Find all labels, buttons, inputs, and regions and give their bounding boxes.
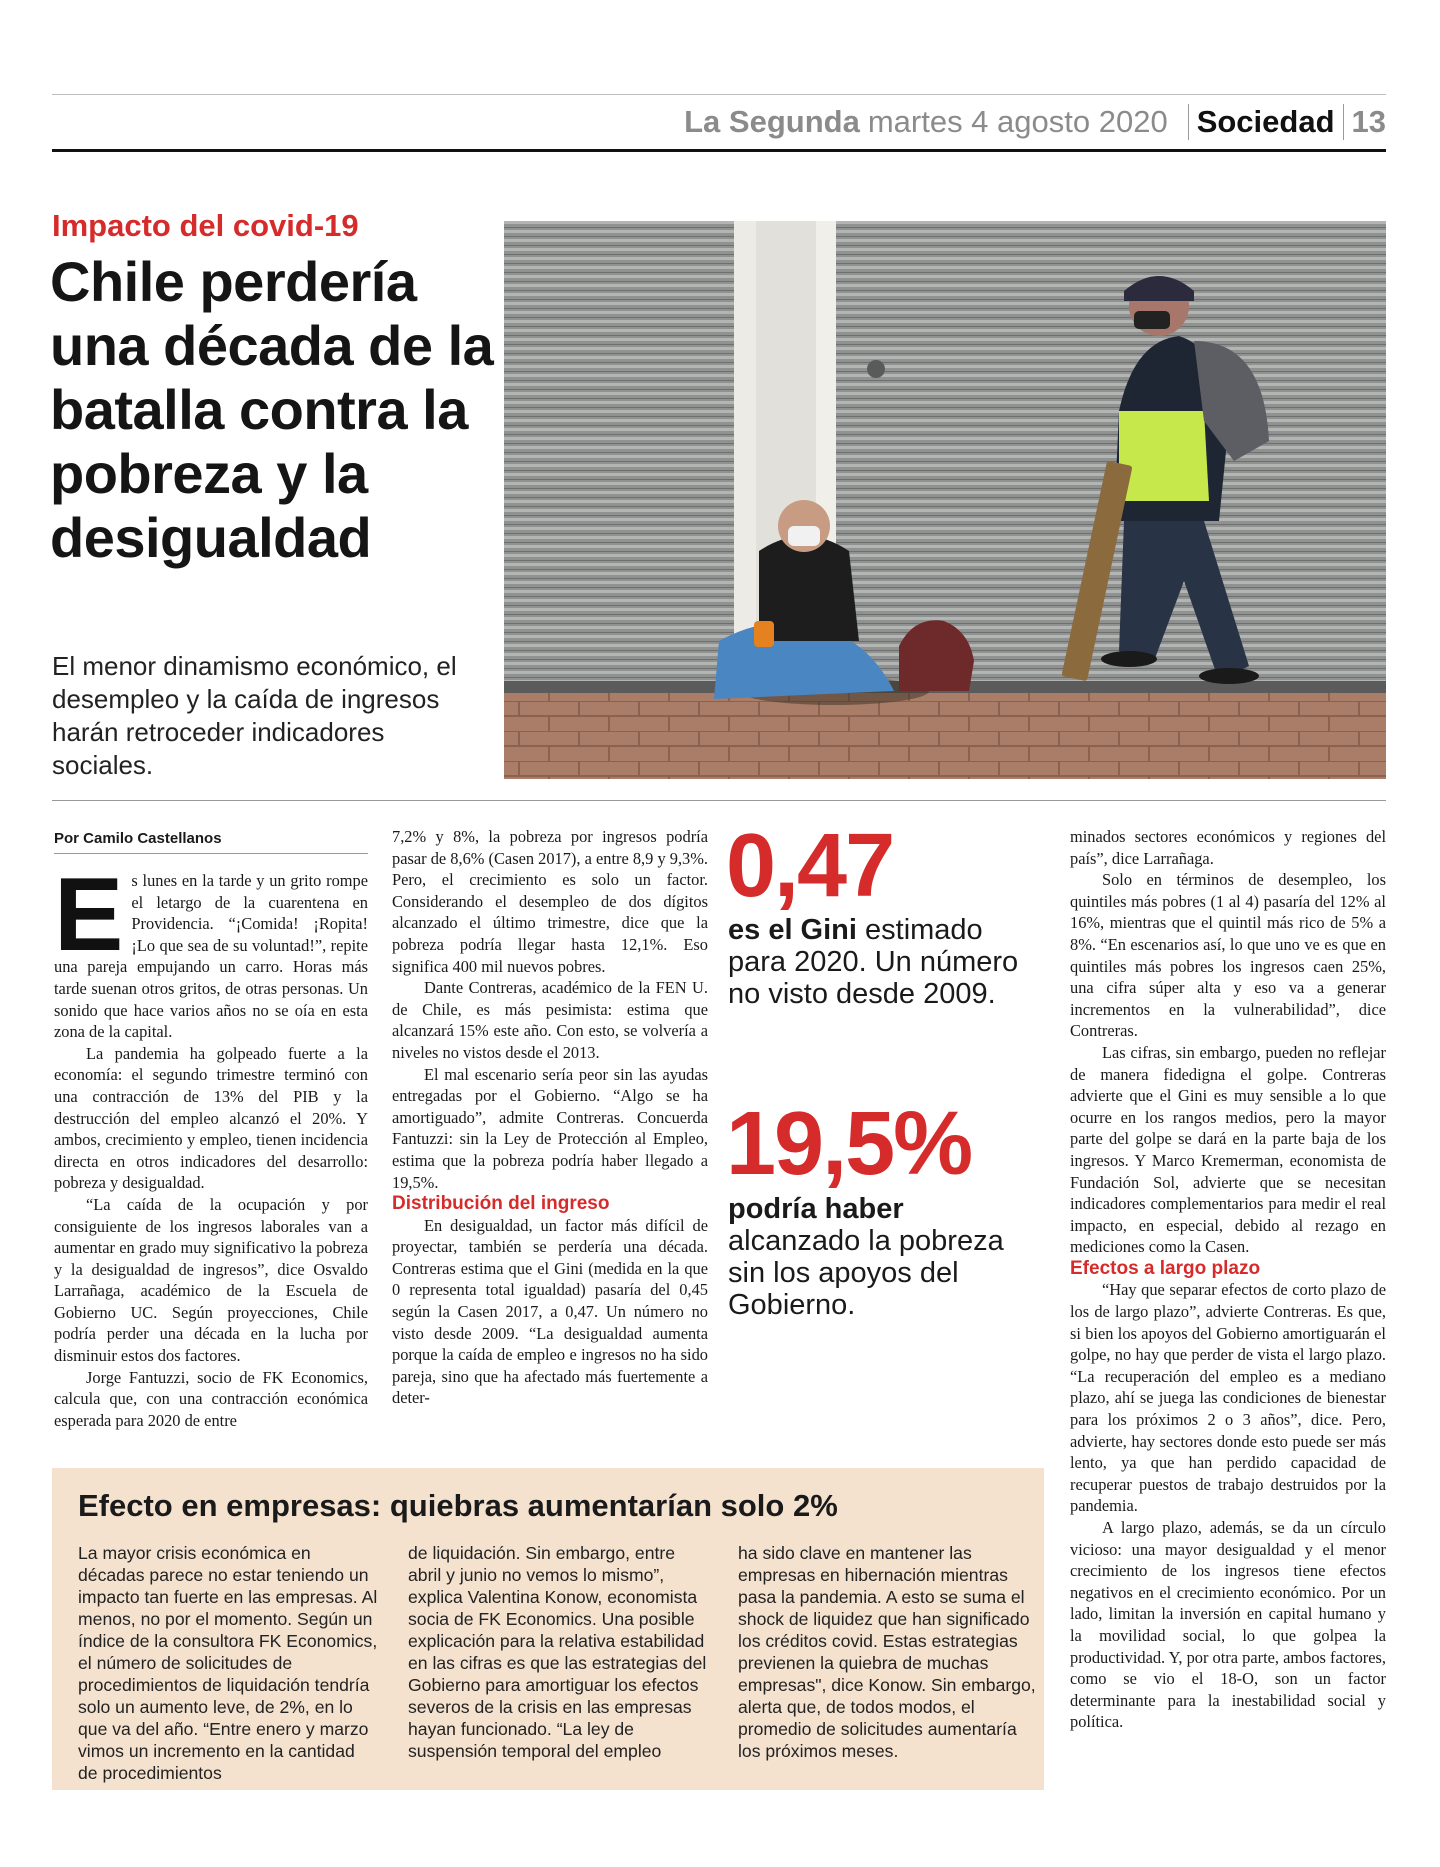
body-column-4 [1070, 826, 1386, 1733]
stat-rest: estimado para 2020. Un número no visto desde 2009. [728, 914, 1019, 1010]
top-rule [52, 94, 1386, 95]
header-divider [1343, 104, 1344, 140]
stat-rest: alcanzado la pobreza sin los apoyos del Gobierno. [728, 1225, 1004, 1321]
sidebar-column-1: La mayor crisis económica en décadas parece no estar teniendo un impacto tan fuerte en las empresas. Al menos, no por el momento. Según un índice de la consultora FK Economics, el número de solicitudes de procedimientos de liquidación tendría solo un aumento leve, de 2%, en lo que va del año. “Entre enero y marzo vimos un incremento en la cantidad de procedimientos [78, 1543, 378, 1783]
sidebar-column-3: ha sido clave en mantener las empresas en hibernación mientras pasa la pandemia. A esto se suma el shock de liquidez que han significado los créditos covid. Estas estrategias previenen la quiebra de muchas empresas", dice Konow. Sin embargo, alerta que, de todos modos, el promedio de solicitudes aumentaría los próximos meses. [738, 1543, 1036, 1761]
paragraph: Jorge Fantuzzi, socio de FK Economics, calcula que, con una contracción económica esperada para 2020 de entre [54, 1367, 368, 1430]
paragraph: Dante Contreras, académico de la FEN U. de Chile, es más pesimista: estima que alcanzará 15% este año. Con esto, se volvería a niveles no vistos desde el 2013. [392, 978, 708, 1062]
byline: Por Camilo Castellanos [54, 830, 368, 854]
stat-caption [728, 914, 1028, 1010]
article-photo [504, 221, 1386, 779]
subheading: Efectos a largo plazo [1070, 1257, 1261, 1279]
stat-number: 0,47 [726, 816, 894, 916]
publication-name: La Segunda [684, 104, 860, 139]
section-name: Sociedad [1196, 104, 1335, 139]
paragraph: “Hay que separar efectos de corto plazo de los de largo plazo”, advierte Contreras. Es que, si bien los apoyos del Gobierno amortiguarán el golpe, no hay que perder de vista el largo plazo. “La recuperación del empleo es a mediano plazo, ahí se juega las condiciones de bienestar para los próximos 2 o 3 años”, dice. Pero, advierte, hay sectores donde esto puede ser más lento, ya que han perdido capacidad de recuperar puestos de trabajo destruidos por la pandemia. [1070, 1280, 1386, 1516]
stat-lead: podría haber [728, 1193, 904, 1225]
sidebar-title: Efecto en empresas: quiebras aumentarían solo 2% [78, 1488, 838, 1523]
paragraph: En desigualdad, un factor más difícil de proyectar, también se perdería una década. Contreras estima que el Gini (medida en la que 0 representa total igualdad) pasaría del 0,45 según la Casen 2017, a 0,47. Un número no visto desde 2009. “La desigualdad aumenta porque la caída de empleo e ingresos no ha sido pareja, sino que ha afectado más fuertemente a deter- [392, 1215, 708, 1408]
header-rule [52, 149, 1386, 152]
paragraph: El mal escenario sería peor sin las ayudas entregadas por el Gobierno. “Algo se ha amortiguado”, admite Contreras. Concuerda Fantuzzi: sin la Ley de Protección al Empleo, estima que la pobreza podría haber llegado a 19,5%. [392, 1064, 708, 1192]
paragraph: minados sectores económicos y regiones del país”, dice Larrañaga. [1070, 827, 1386, 868]
section-rule [52, 800, 1386, 801]
stat-number: 19,5% [726, 1094, 972, 1194]
paragraph: Solo en términos de desempleo, los quintiles más pobres (1 al 4) pasaría del 12% al 16%, mientras que el quintil más rico de 5% a 8%. “En escenarios así, lo que uno ve es que en quintiles más pobres los ingresos caen 25%, una cifra súper alta y eso va a generar incrementos en la vulnerabilidad”, dice Contreras. [1070, 870, 1386, 1041]
headline: Chile perdería una década de la batalla contra la pobreza y la desigualdad [50, 250, 494, 569]
kicker: Impacto del covid-19 [52, 208, 359, 243]
body-column-2 [392, 826, 708, 1409]
issue-date: martes 4 agosto 2020 [867, 104, 1168, 139]
page-number: 13 [1351, 104, 1386, 139]
paragraph: La pandemia ha golpeado fuerte a la economía: el segundo trimestre terminó con una contracción de 13% del PIB y la destrucción del empleo alcanzó el 20%. Y ambos, crecimiento y empleo, tienen incidencia directa en otros indicadores del desarrollo: pobreza y desigualdad. [54, 1043, 368, 1193]
sidebar-column-2: de liquidación. Sin embargo, entre abril y junio no vemos lo mismo”, explica Valentina Konow, economista socia de FK Economics. Una posible explicación para la relativa estabilidad en las cifras es que las estrategias del Gobierno para amortiguar los efectos severos de la crisis en las empresas hayan funcionado. “La ley de suspensión temporal del empleo [408, 1543, 707, 1761]
paragraph: “La caída de la ocupación y por consiguiente de los ingresos laborales van a aumentar en grado muy significativo la pobreza y la desigualdad de ingresos”, dice Osvaldo Larrañaga, académico de la Escuela de Gobierno UC. Según proyecciones, Chile podría perder una década en la lucha por disminuir estos dos factores. [54, 1194, 368, 1366]
stat-lead: es el Gini [728, 914, 857, 946]
drop-cap: E [54, 857, 124, 973]
paragraph: s lunes en la tarde y un grito rompe el letargo de la cuarentena en Providencia. “¡Comida! ¡Ropita! ¡Lo que sea de su voluntad!”, repite una pareja empujando un carro. Horas más tarde suenan otros gritos, de otras personas. Un sonido que hace varios años no se oía en esta zona de la capital. [54, 871, 368, 1042]
page-header [52, 100, 1386, 144]
paragraph: A largo plazo, además, se da un círculo vicioso: una mayor desigualdad y el menor crecimiento de los ingresos tiene efectos negativos en el crecimiento económico. Por un lado, limitan la inversión en capital humano y la movilidad social, lo que golpea la productividad. Y, por otra parte, ambos factores, como se vio el 18-O, son un factor determinante para la inestabilidad social y política. [1070, 1518, 1386, 1732]
body-column-1 [54, 857, 368, 1431]
header-divider [1188, 104, 1189, 140]
stat-caption [728, 1193, 1028, 1321]
deck: El menor dinamismo económico, el desempleo y la caída de ingresos harán retroceder indicadores sociales. [52, 651, 457, 780]
paragraph: Las cifras, sin embargo, pueden no reflejar de manera fidedigna el golpe. Contreras advierte que el Gini es muy sensible a lo que ocurre en los rangos medios, pero la mayor parte del golpe se dará en la parte baja de los ingresos. Y Marco Kremerman, economista de Fundación Sol, advierte que se necesitan indicadores complementarios para medir el real impacto, en especial, debido al rezago en mediciones como la Casen. [1070, 1042, 1386, 1257]
paragraph: 7,2% y 8%, la pobreza por ingresos podría pasar de 8,6% (Casen 2017), a entre 8,9 y 9,3%. Pero, el crecimiento es solo un factor. Considerando el desempleo de dos dígitos alcanzado el último trimestre, dice que la pobreza podría llegar hasta 12,1%. Eso significa 400 mil nuevos pobres. [392, 827, 708, 976]
subheading: Distribución del ingreso [392, 1193, 610, 1215]
